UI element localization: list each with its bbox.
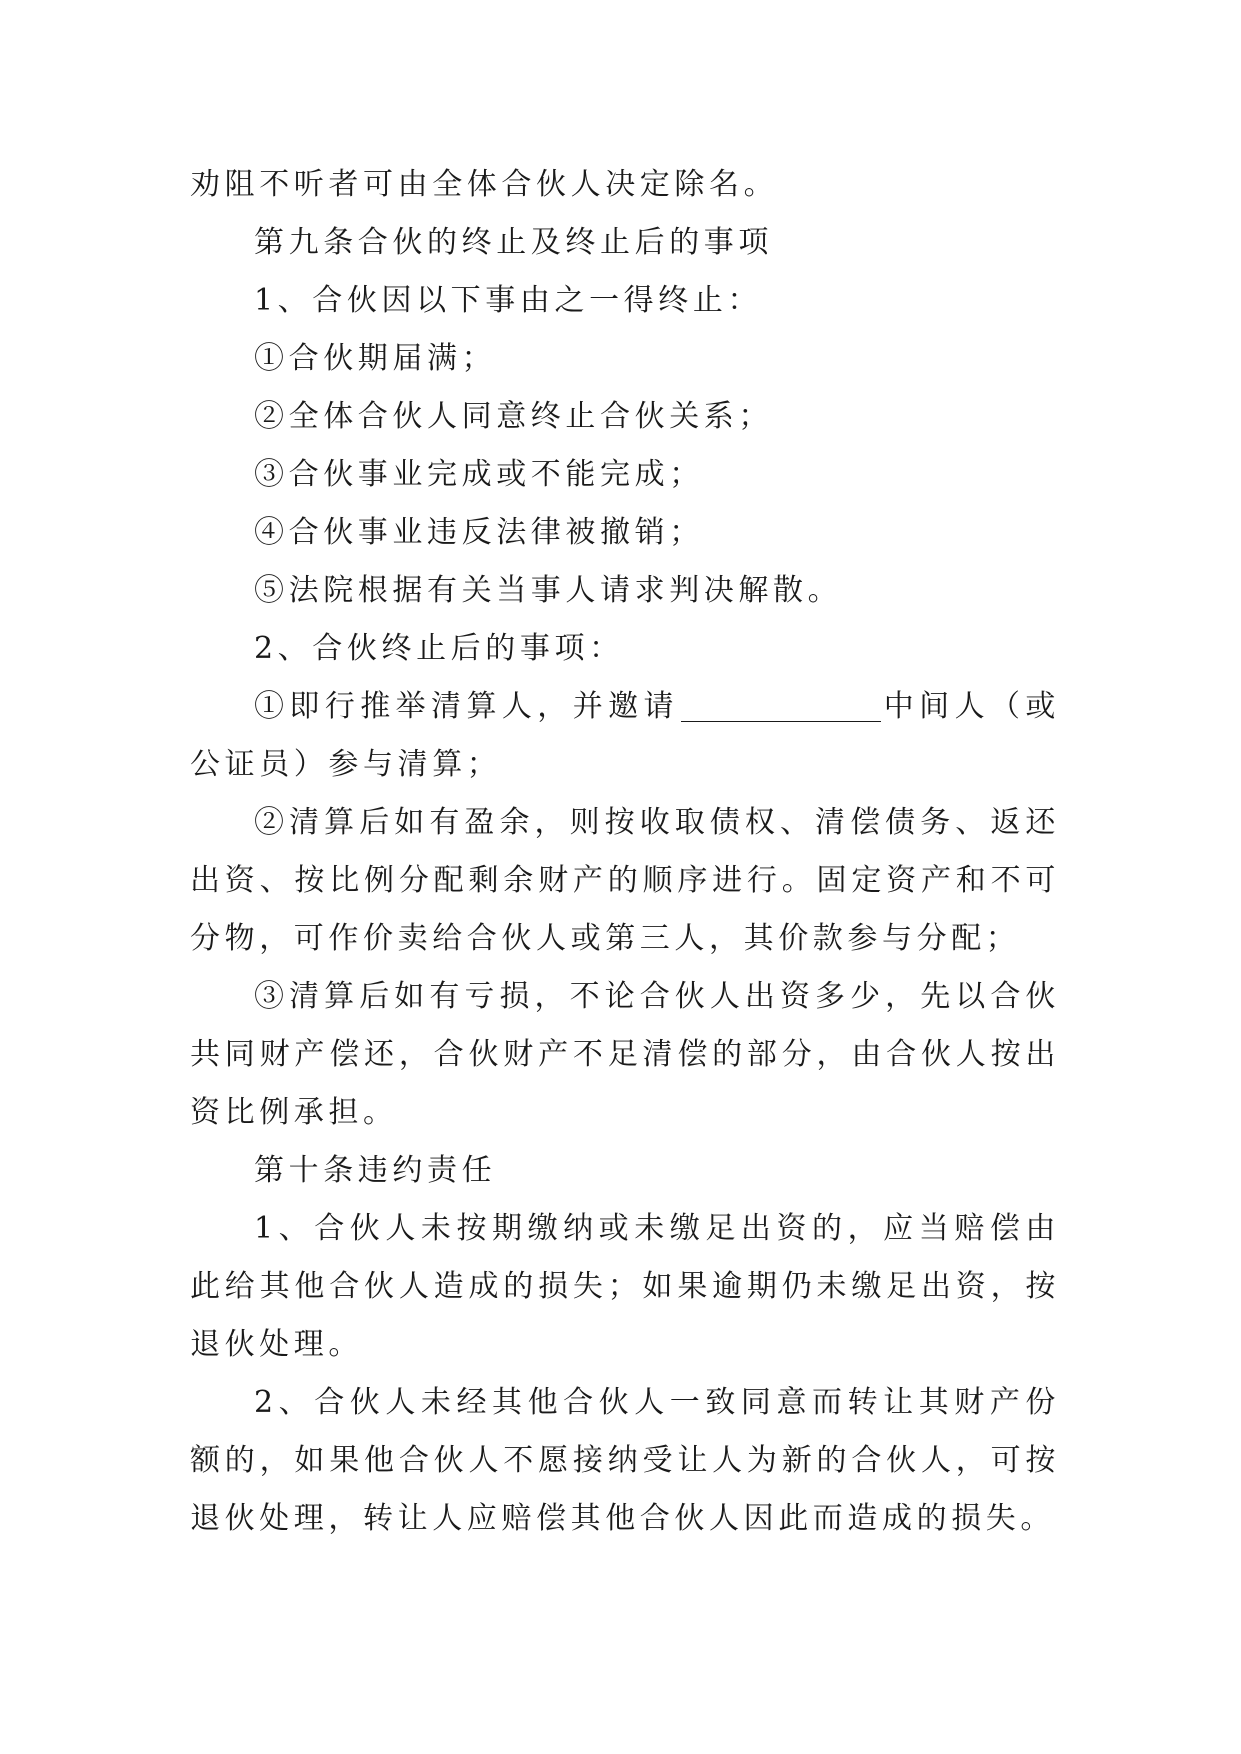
- termination-reason-2: ②全体合伙人同意终止合伙关系；: [254, 399, 773, 434]
- document-body: [190, 156, 1060, 1548]
- item-1-text-before: ①即行推举清算人，并邀请: [254, 689, 679, 724]
- termination-reason-1: ①合伙期届满；: [254, 341, 497, 376]
- item-1-text-after: 中间人（或公证员）参与清算；: [190, 689, 1061, 782]
- post-termination-item-3: ③清算后如有亏损，不论合伙人出资多少，先以合伙共同财产偿还，合伙财产不足清偿的部分，由合伙人按出资比例承担。: [190, 979, 1060, 1130]
- article-9-clause-2: 2、合伙终止后的事项：: [254, 631, 624, 666]
- post-termination-item-1: [190, 678, 1060, 794]
- paragraph-expulsion-end: 劝阻不听者可由全体合伙人决定除名。: [190, 167, 779, 202]
- termination-reason-5: ⑤法院根据有关当事人请求判决解散。: [254, 573, 843, 608]
- article-10-clause-2: 2、合伙人未经其他合伙人一致同意而转让其财产份额的，如果他合伙人不愿接纳受让人为新的合伙人，可按退伙处理，转让人应赔偿其他合伙人因此而造成的损失。: [190, 1385, 1060, 1536]
- fill-in-blank-line[interactable]: [681, 691, 881, 722]
- termination-reason-3: ③合伙事业完成或不能完成；: [254, 457, 704, 492]
- article-10-heading: 第十条违约责任: [254, 1153, 497, 1188]
- termination-reason-4: ④合伙事业违反法律被撤销；: [254, 515, 704, 550]
- article-9-clause-1: 1、合伙因以下事由之一得终止：: [254, 283, 763, 318]
- article-10-clause-1: 1、合伙人未按期缴纳或未缴足出资的，应当赔偿由此给其他合伙人造成的损失；如果逾期仍未缴足出资，按退伙处理。: [190, 1211, 1060, 1362]
- article-9-heading: 第九条合伙的终止及终止后的事项: [254, 225, 773, 260]
- post-termination-item-2: ②清算后如有盈余，则按收取债权、清偿债务、返还出资、按比例分配剩余财产的顺序进行。固定资产和不可分物，可作价卖给合伙人或第三人，其价款参与分配；: [190, 805, 1060, 956]
